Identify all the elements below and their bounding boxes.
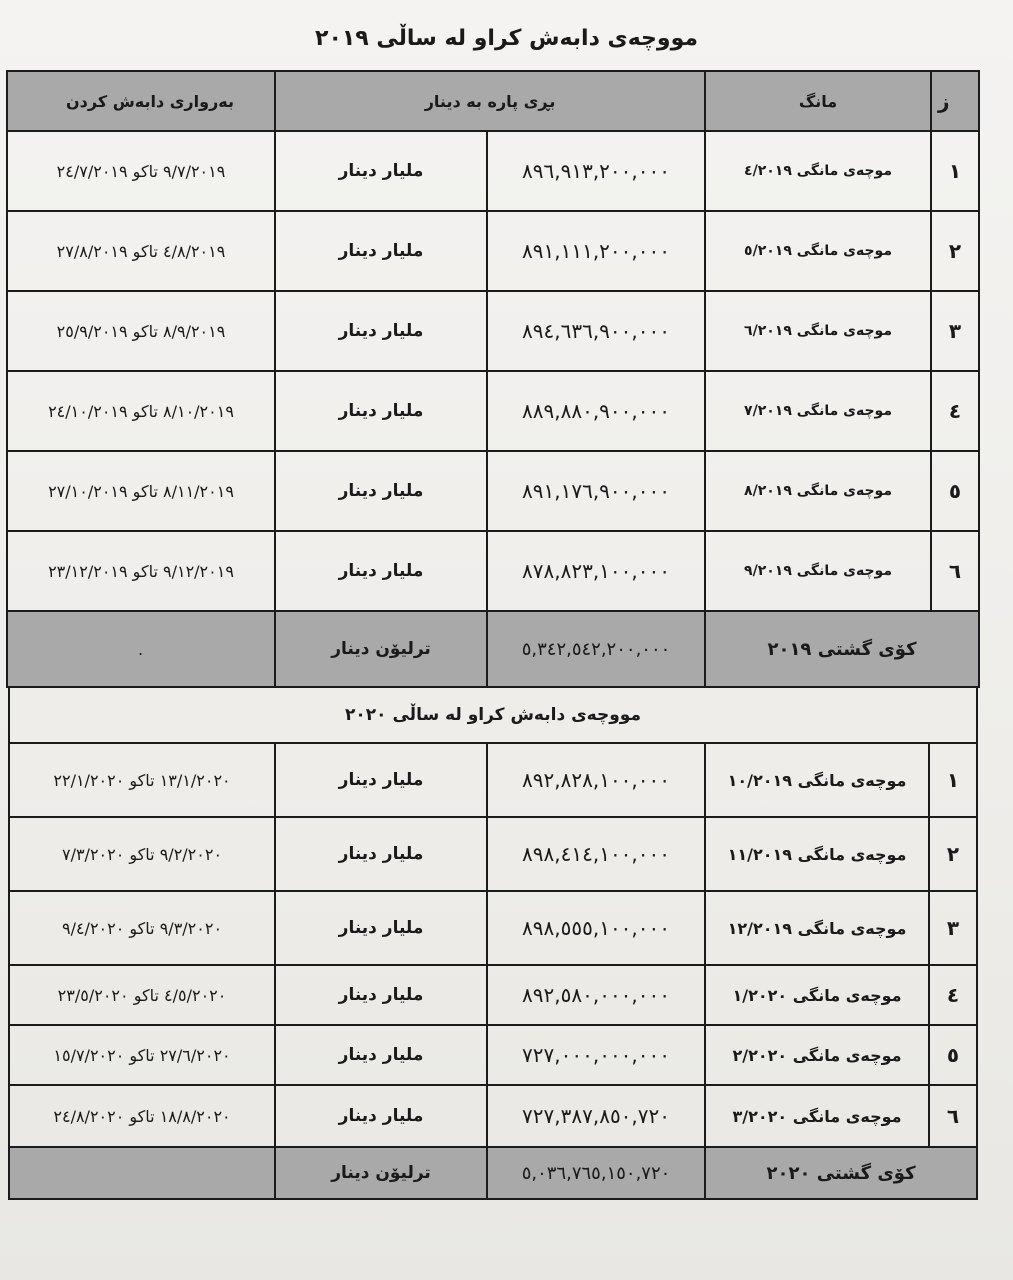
row-unit: ملیار دینار (275, 1025, 487, 1085)
row-month: موچەی مانگی ٢/٢٠٢٠ (705, 1025, 929, 1085)
row-month: موچەی مانگی ٣/٢٠٢٠ (705, 1085, 929, 1147)
table-header-row (7, 71, 979, 131)
table-row (7, 451, 979, 531)
subtitle-2020: مووچەی دابەش کراو لە ساڵی ٢٠٢٠ (9, 687, 977, 743)
row-dates: ١٨/٨/٢٠٢٠ تاكو ٢٤/٨/٢٠٢٠ (9, 1085, 275, 1147)
total-unit: ترلیۆن دینار (275, 1147, 487, 1199)
total-amount: ٥,٣٤٢,٥٤٢,٢٠٠,٠٠٠ (487, 611, 705, 687)
table-2020 (8, 686, 978, 1200)
subtitle-row (9, 687, 977, 743)
row-index: ٦ (929, 1085, 977, 1147)
row-dates: ٨/١٠/٢٠١٩ تاكو ٢٤/١٠/٢٠١٩ (7, 371, 275, 451)
row-unit: ملیار دینار (275, 211, 487, 291)
row-index: ٤ (931, 371, 979, 451)
row-index: ٣ (931, 291, 979, 371)
row-month: موچەی مانگی ٧/٢٠١٩ (705, 371, 931, 451)
row-amount: ٧٢٧,٣٨٧,٨٥٠,٧٢٠ (487, 1085, 705, 1147)
header-month: مانگ (705, 71, 931, 131)
row-dates: ٩/١٢/٢٠١٩ تاكو ٢٣/١٢/٢٠١٩ (7, 531, 275, 611)
row-dates: ٩/٢/٢٠٢٠ تاكو ٧/٣/٢٠٢٠ (9, 817, 275, 891)
row-dates: ٢٧/٦/٢٠٢٠ تاكو ١٥/٧/٢٠٢٠ (9, 1025, 275, 1085)
table-row (7, 531, 979, 611)
row-month: موچەی مانگی ١٠/٢٠١٩ (705, 743, 929, 817)
row-index: ٦ (931, 531, 979, 611)
row-dates: ٤/٥/٢٠٢٠ تاكو ٢٣/٥/٢٠٢٠ (9, 965, 275, 1025)
row-index: ٢ (931, 211, 979, 291)
table-row (7, 371, 979, 451)
row-amount: ٨٩٤,٦٣٦,٩٠٠,٠٠٠ (487, 291, 705, 371)
total-label: كۆی گشتی ٢٠١٩ (705, 611, 979, 687)
row-dates: ٤/٨/٢٠١٩ تاكو ٢٧/٨/٢٠١٩ (7, 211, 275, 291)
row-amount: ٨٩٢,٥٨٠,٠٠٠,٠٠٠ (487, 965, 705, 1025)
row-index: ١ (929, 743, 977, 817)
row-dates: ١٣/١/٢٠٢٠ تاكو ٢٢/١/٢٠٢٠ (9, 743, 275, 817)
row-amount: ٨٨٩,٨٨٠,٩٠٠,٠٠٠ (487, 371, 705, 451)
table-row (9, 891, 977, 965)
table-row (7, 291, 979, 371)
row-amount: ٧٢٧,٠٠٠,٠٠٠,٠٠٠ (487, 1025, 705, 1085)
row-index: ٤ (929, 965, 977, 1025)
row-unit: ملیار دینار (275, 291, 487, 371)
total-label: كۆی گشتی ٢٠٢٠ (705, 1147, 977, 1199)
table-row (9, 965, 977, 1025)
row-month: موچەی مانگی ٨/٢٠١٩ (705, 451, 931, 531)
row-unit: ملیار دینار (275, 891, 487, 965)
row-amount: ٨٩١,١١١,٢٠٠,٠٠٠ (487, 211, 705, 291)
row-month: موچەی مانگی ٦/٢٠١٩ (705, 291, 931, 371)
table-row (9, 743, 977, 817)
total-unit: ترلیۆن دینار (275, 611, 487, 687)
row-index: ٥ (931, 451, 979, 531)
row-amount: ٨٩٨,٥٥٥,١٠٠,٠٠٠ (487, 891, 705, 965)
row-index: ٣ (929, 891, 977, 965)
row-index: ٢ (929, 817, 977, 891)
page-title: مووچەی دابەش کراو لە ساڵی ٢٠١٩ (315, 26, 698, 51)
row-unit: ملیار دینار (275, 371, 487, 451)
row-unit: ملیار دینار (275, 817, 487, 891)
row-index: ٥ (929, 1025, 977, 1085)
row-month: موچەی مانگی ١٢/٢٠١٩ (705, 891, 929, 965)
row-month: موچەی مانگی ١/٢٠٢٠ (705, 965, 929, 1025)
table-row (9, 817, 977, 891)
row-month: موچەی مانگی ٩/٢٠١٩ (705, 531, 931, 611)
table-row (9, 1025, 977, 1085)
row-dates: ٩/٧/٢٠١٩ تاكو ٢٤/٧/٢٠١٩ (7, 131, 275, 211)
row-unit: ملیار دینار (275, 743, 487, 817)
row-amount: ٨٩٦,٩١٣,٢٠٠,٠٠٠ (487, 131, 705, 211)
total-row-2020 (9, 1147, 977, 1199)
header-index: ز (931, 71, 979, 131)
row-amount: ٨٩١,١٧٦,٩٠٠,٠٠٠ (487, 451, 705, 531)
table-2019 (6, 70, 980, 688)
table-row (7, 211, 979, 291)
row-unit: ملیار دینار (275, 131, 487, 211)
row-amount: ٨٩٢,٨٢٨,١٠٠,٠٠٠ (487, 743, 705, 817)
table-row (9, 1085, 977, 1147)
row-month: موچەی مانگی ١١/٢٠١٩ (705, 817, 929, 891)
row-month: موچەی مانگی ٥/٢٠١٩ (705, 211, 931, 291)
total-amount: ٥,٠٣٦,٧٦٥,١٥٠,٧٢٠ (487, 1147, 705, 1199)
row-unit: ملیار دینار (275, 965, 487, 1025)
row-month: موچەی مانگی ٤/٢٠١٩ (705, 131, 931, 211)
total-extra (9, 1147, 275, 1199)
row-amount: ٨٩٨,٤١٤,١٠٠,٠٠٠ (487, 817, 705, 891)
header-date: بەرواری دابەش کردن (7, 71, 275, 131)
row-unit: ملیار دینار (275, 531, 487, 611)
table-row (7, 131, 979, 211)
row-index: ١ (931, 131, 979, 211)
total-extra: . (7, 611, 275, 687)
row-dates: ٨/٩/٢٠١٩ تاكو ٢٥/٩/٢٠١٩ (7, 291, 275, 371)
total-row-2019 (7, 611, 979, 687)
row-dates: ٨/١١/٢٠١٩ تاكو ٢٧/١٠/٢٠١٩ (7, 451, 275, 531)
row-unit: ملیار دینار (275, 451, 487, 531)
header-amount: بڕی پارە بە دینار (275, 71, 705, 131)
row-dates: ٩/٣/٢٠٢٠ تاكو ٩/٤/٢٠٢٠ (9, 891, 275, 965)
row-amount: ٨٧٨,٨٢٣,١٠٠,٠٠٠ (487, 531, 705, 611)
row-unit: ملیار دینار (275, 1085, 487, 1147)
